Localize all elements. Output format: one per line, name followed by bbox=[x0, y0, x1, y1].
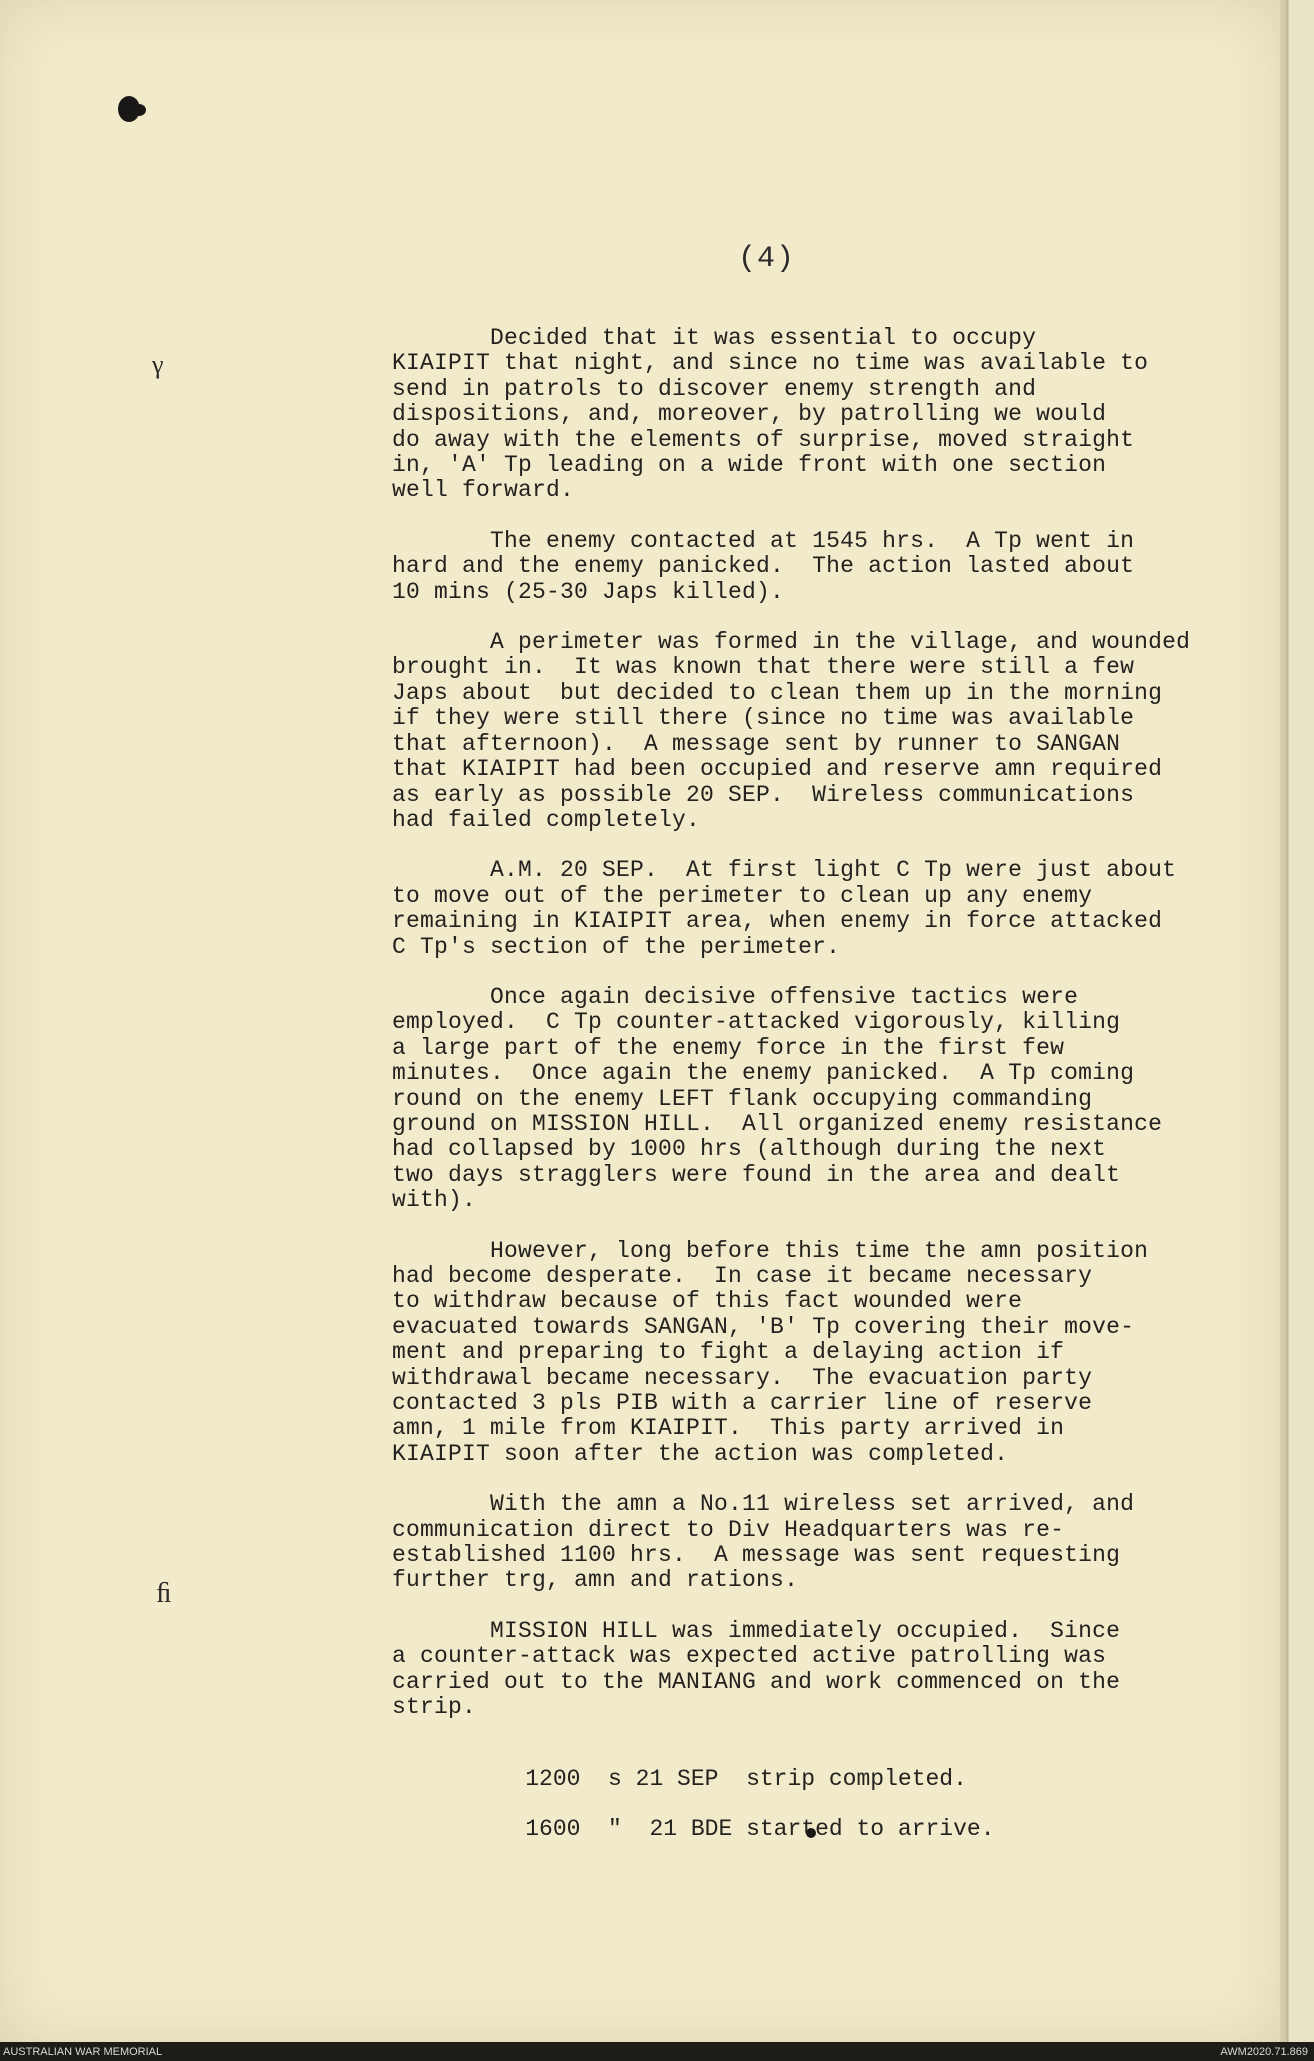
paragraph bbox=[392, 630, 1252, 833]
paragraph bbox=[392, 858, 1252, 960]
schedule-time: 1200 bbox=[525, 1766, 581, 1792]
text-line: with). bbox=[392, 1187, 477, 1214]
text-line: a large part of the enemy force in the first few bbox=[392, 1034, 1065, 1061]
text-line: The enemy contacted at 1545 hrs. A Tp went in bbox=[392, 527, 1135, 554]
text-line: that afternoon). A message sent by runner to SANGAN bbox=[392, 730, 1121, 757]
text-line: Once again decisive offensive tactics were bbox=[392, 983, 1079, 1010]
paragraph bbox=[392, 529, 1252, 605]
text-line: carried out to the MANIANG and work commenced on the bbox=[392, 1668, 1121, 1695]
text-line: minutes. Once again the enemy panicked. A Tp coming bbox=[392, 1060, 1135, 1087]
text-line: KIAIPIT that night, and since no time was available to bbox=[392, 350, 1149, 377]
text-line: further trg, amn and rations. bbox=[392, 1567, 799, 1594]
text-line: KIAIPIT soon after the action was completed. bbox=[392, 1440, 1009, 1467]
text-line: had failed completely. bbox=[392, 806, 701, 833]
schedule-time: 1600 bbox=[525, 1816, 581, 1842]
paragraph bbox=[392, 1239, 1252, 1468]
text-line: evacuated towards SANGAN, 'B' Tp covering their move- bbox=[392, 1313, 1135, 1340]
text-line: communication direct to Div Headquarters was re- bbox=[392, 1516, 1065, 1543]
text-line: had collapsed by 1000 hrs (although during the next bbox=[392, 1136, 1107, 1163]
text-line: dispositions, and, moreover, by patrolling we would bbox=[392, 401, 1107, 428]
text-line: ground on MISSION HILL. All organized enemy resistance bbox=[392, 1110, 1163, 1137]
text-line: withdrawal became necessary. The evacuation party bbox=[392, 1364, 1093, 1391]
text-line: A perimeter was formed in the village, and wounded bbox=[392, 629, 1191, 656]
page-number: (4) bbox=[738, 242, 796, 276]
text-line: C Tp's section of the perimeter. bbox=[392, 933, 841, 960]
text-line: as early as possible 20 SEP. Wireless communications bbox=[392, 781, 1135, 808]
text-line: hard and the enemy panicked. The action lasted about bbox=[392, 553, 1135, 580]
footer-credit: AUSTRALIAN WAR MEMORIAL bbox=[3, 2046, 163, 2058]
text-line: two days stragglers were found in the area and dealt bbox=[392, 1161, 1121, 1188]
text-line: A.M. 20 SEP. At first light C Tp were just about bbox=[392, 857, 1177, 884]
text-line: Japs about but decided to clean them up in the morning bbox=[392, 679, 1163, 706]
text-line: Decided that it was essential to occupy bbox=[392, 325, 1037, 351]
text-line: to move out of the perimeter to clean up any enemy bbox=[392, 882, 1093, 909]
text-line: round on the enemy LEFT flank occupying commanding bbox=[392, 1085, 1093, 1112]
ink-blot bbox=[132, 104, 146, 116]
text-line: employed. C Tp counter-attacked vigorously, killing bbox=[392, 1009, 1121, 1036]
text-line: brought in. It was known that there were still a few bbox=[392, 654, 1135, 681]
text-line: do away with the elements of surprise, moved straight bbox=[392, 426, 1135, 453]
staple-hole-mark: γ bbox=[152, 350, 164, 379]
text-line: contacted 3 pls PIB with a carrier line of reserve bbox=[392, 1390, 1093, 1417]
paragraph bbox=[392, 326, 1252, 504]
paragraph bbox=[392, 985, 1252, 1214]
text-line: if they were still there (since no time was available bbox=[392, 705, 1135, 732]
text-line: had become desperate. In case it became necessary bbox=[392, 1263, 1093, 1289]
text-line: established 1100 hrs. A message was sent requesting bbox=[392, 1542, 1121, 1569]
paragraph bbox=[392, 1619, 1252, 1721]
text-line: However, long before this time the amn position bbox=[392, 1237, 1149, 1264]
document-body bbox=[392, 326, 1252, 1746]
text-line: send in patrols to discover enemy strength and bbox=[392, 375, 1037, 402]
text-line: 10 mins (25-30 Japs killed). bbox=[392, 578, 785, 605]
page-edge bbox=[1280, 0, 1314, 2042]
schedule-text: " 21 BDE started to arrive. bbox=[580, 1816, 995, 1842]
text-line: well forward. bbox=[392, 477, 575, 504]
paragraph bbox=[392, 1492, 1252, 1594]
text-line: ment and preparing to fight a delaying action if bbox=[392, 1339, 1065, 1366]
text-line: amn, 1 mile from KIAIPIT. This party arrived in bbox=[392, 1415, 1065, 1442]
text-line: in, 'A' Tp leading on a wide front with one section bbox=[392, 452, 1107, 479]
schedule-row bbox=[470, 1790, 995, 1868]
text-line: a counter-attack was expected active patrolling was bbox=[392, 1643, 1107, 1670]
text-line: With the amn a No.11 wireless set arrived, and bbox=[392, 1491, 1135, 1518]
text-line: strip. bbox=[392, 1694, 477, 1721]
text-line: MISSION HILL was immediately occupied. Since bbox=[392, 1617, 1121, 1644]
schedule-text: s 21 SEP strip completed. bbox=[580, 1766, 967, 1792]
text-line: to withdraw because of this fact wounded were bbox=[392, 1288, 1023, 1315]
staple-hole-mark: ﬁ bbox=[156, 1578, 172, 1609]
text-line: remaining in KIAIPIT area, when enemy in force attacked bbox=[392, 908, 1163, 935]
text-line: that KIAIPIT had been occupied and reserve amn required bbox=[392, 756, 1163, 783]
footer-accession-number: AWM2020.71.869 bbox=[1220, 2046, 1308, 2058]
